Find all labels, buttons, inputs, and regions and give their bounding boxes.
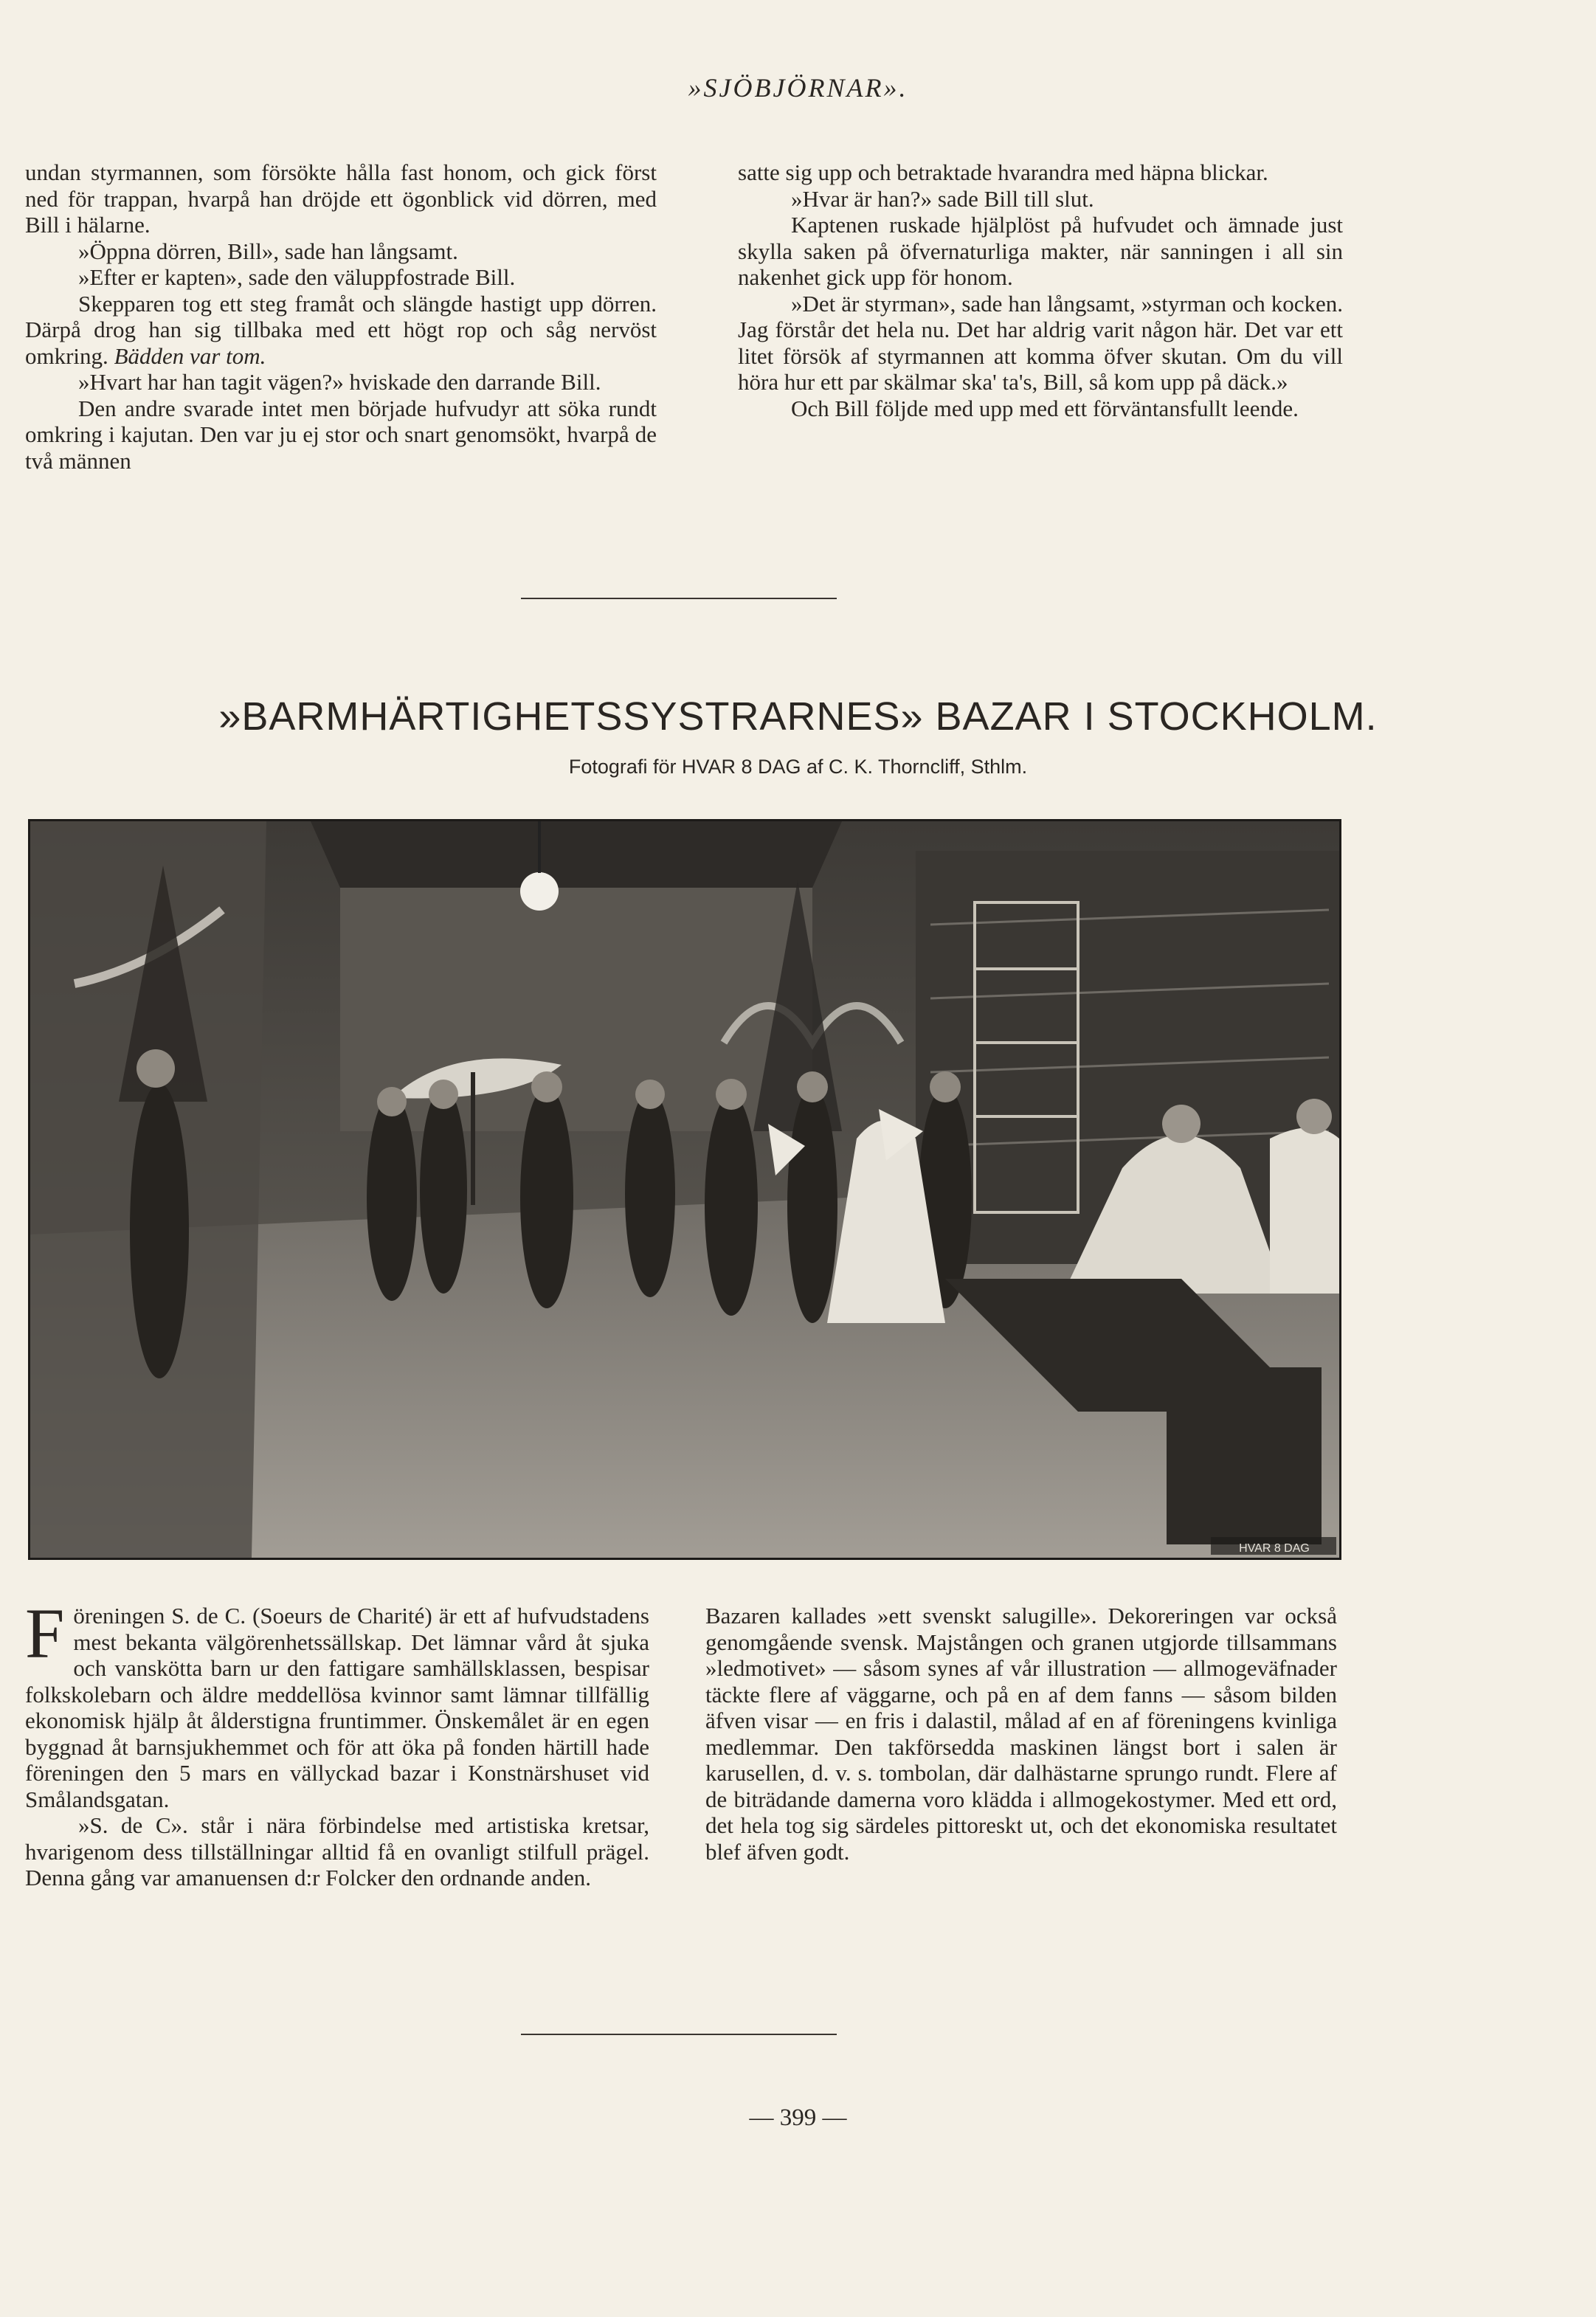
article-paragraph	[25, 1594, 649, 1812]
story-paragraph: »Efter er kapten», sade den väluppfostrade Bill.	[78, 264, 516, 290]
story-paragraph: Kaptenen ruskade hjälplöst på hufvudet och ämnade just skylla saken på öfvernaturliga makter, när sanningen i all sin nakenhet gick upp för honom.	[738, 212, 1343, 290]
article-paragraph: »S. de C». står i nära förbindelse med artistiska kretsar, hvarigenom dess tillställningar alltid få en ovanligt stilfull prägel. Denna gång var amanuensen d:r Folcker den ordnande anden.	[25, 1812, 649, 1890]
photo-watermark: HVAR 8 DAG	[1239, 1542, 1310, 1555]
section-divider	[521, 598, 837, 599]
story-paragraph: Och Bill följde med upp med ett förväntansfullt leende.	[791, 395, 1299, 421]
article-column-right	[705, 1603, 1337, 1865]
story-paragraph: Den andre svarade intet men började hufvudyr att söka rundt omkring i kajutan. Den var ju ej stor och snart genomsökt, hvarpå de två männen	[25, 395, 657, 474]
story-paragraph: satte sig upp och betraktade hvarandra med häpna blickar.	[738, 159, 1268, 185]
story-paragraph: »Hvar är han?» sade Bill till slut.	[791, 185, 1094, 212]
story-paragraph: »Öppna dörren, Bill», sade han långsamt.	[78, 238, 458, 264]
article-headline: »BARMHÄRTIGHETSSYSTRARNES» BAZAR I STOCKHOLM.	[218, 694, 1378, 739]
drop-cap: F	[25, 1594, 65, 1673]
page-number: — 399 —	[749, 2104, 847, 2131]
story-italic-phrase: Bädden var tom.	[114, 342, 266, 369]
story-paragraph: undan styrmannen, som försökte hålla fast honom, och gick först ned för trappan, hvarpå han dröjde ett ögonblick vid dörren, med Bill i hälarne.	[25, 159, 657, 238]
article-text: öreningen S. de C. (Soeurs de Charité) är ett af hufvudstadens mest bekanta välgörenhetssällskap. Det lämnar vård åt sjuka och vansköttа barn ur den fattigare samhällsklassen, bespisar folkskolebarn och äldre meddellösa kvinnor samt lämnar tillfällig ekonomisk hjälp åt ålderstigna fruntimmer. Önskemålet är en egen byggnad åt barnsjukhemmet och för att öka på fonden härtill hade föreningen den 5 mars en vällyckad bazar i Konstnärshuset vid Smålandsgatan.	[25, 1603, 649, 1812]
story-paragraph	[25, 291, 657, 370]
story-paragraph: »Hvart har han tagit vägen?» hviskade den darrande Bill.	[78, 369, 601, 395]
bazaar-photo-illustration	[30, 821, 1339, 1558]
story-column-right	[738, 159, 1343, 421]
story-column-left	[25, 159, 657, 474]
article-column-left	[25, 1594, 649, 1891]
story-text: Skepparen tog ett steg framåt och slängde hastigt upp dörren. Därpå drog han sig tillbaka med ett högt rop och såg nervöst omkring.	[25, 290, 657, 369]
section-divider	[521, 2034, 837, 2035]
article-paragraph: Bazaren kallades »ett svenskt salugille». Dekoreringen var också genomgående svensk. Majstången och granen utgjorde tillsammans »ledmotivet» — såsom synes af vår illustration — allmogeväfnader täckte flere af väggarne, och på en af dem fanns — såsom bilden äfven visar — en fris i dalastil, målad af en af föreningens kvinliga medlemmar. Den takförsedda maskinen längst bort i salen är karusellen, d. v. s. tombolan, där dalhästarne sprungo rundt. Flere af de biträdande damerna voro klädda i allmogekostymer. Med ett ord, det hela tog sig särdeles pittoreskt ut, och det ekonomiska resultatet blef äfven godt.	[705, 1603, 1337, 1865]
running-head: »SJÖBJÖRNAR».	[688, 73, 908, 103]
story-paragraph: »Det är styrman», sade han långsamt, »styrman och kocken. Jag förstår det hela nu. Det har aldrig varit någon här. Det var ett litet försök af styrmannen att komma öfver skutan. Om du vill höra hur ett par skälmar ska' ta's, Bill, så kom upp på däck.»	[738, 290, 1343, 395]
photo-credit: Fotografi för HVAR 8 DAG af C. K. Thorncliff, Sthlm.	[568, 756, 1028, 778]
bazaar-photograph	[28, 819, 1341, 1560]
